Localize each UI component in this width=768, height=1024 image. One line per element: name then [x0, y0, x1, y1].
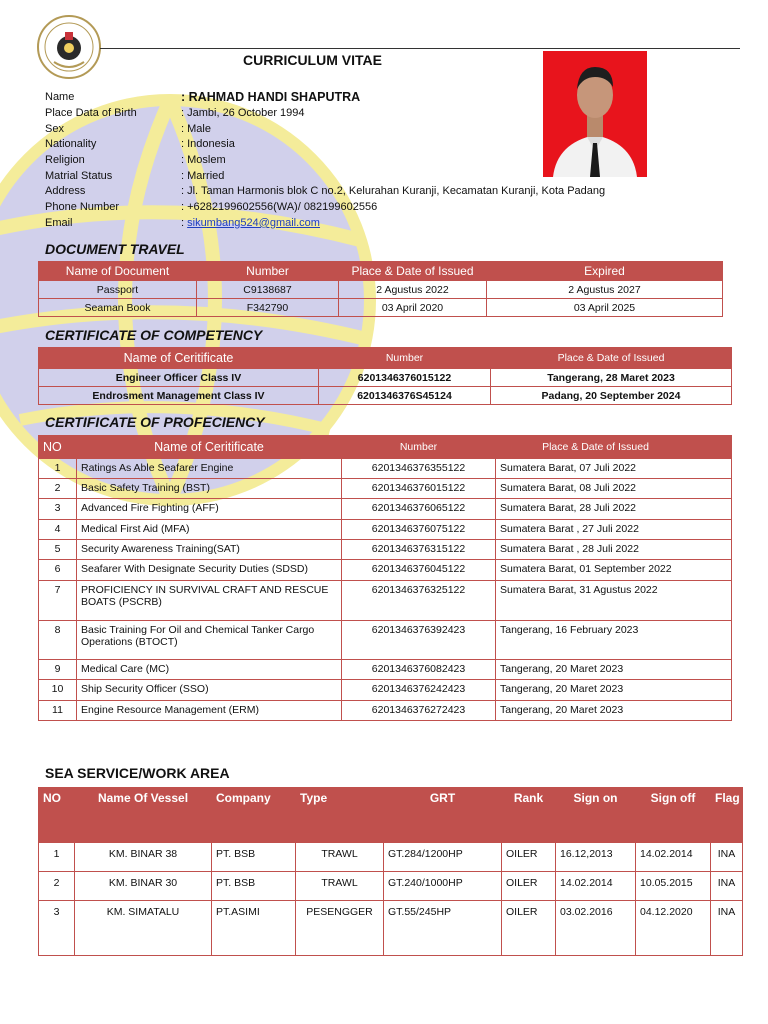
- info-row: [45, 216, 605, 232]
- info-row: [45, 200, 605, 216]
- table-cell: Basic Training For Oil and Chemical Tanker Cargo Operations (BTOCT): [77, 621, 342, 660]
- section-sea-service: SEA SERVICE/WORK AREA: [45, 765, 230, 781]
- table-cell: PT. BSB: [212, 843, 296, 872]
- table-cell: 6201346376S45124: [319, 387, 491, 405]
- table-cell: GT.55/245HP: [384, 901, 502, 956]
- table-cell: 8: [39, 621, 77, 660]
- table-row: [39, 520, 732, 540]
- table-cell: Engine Resource Management (ERM): [77, 701, 342, 721]
- table-cell: Engineer Officer Class IV: [39, 369, 319, 387]
- table-row: [39, 843, 743, 872]
- info-value: [181, 200, 377, 216]
- column-header: Sign off: [636, 788, 711, 843]
- info-label: Place Data of Birth: [45, 107, 137, 119]
- table-cell: INA: [711, 872, 743, 901]
- column-header: NO: [39, 788, 75, 843]
- table-cell: 2 Agustus 2027: [487, 281, 723, 299]
- column-header: GRT: [384, 788, 502, 843]
- table-cell: 10.05.2015: [636, 872, 711, 901]
- header-rule: [100, 48, 740, 49]
- table-cell: Security Awareness Training(SAT): [77, 540, 342, 560]
- info-label: Email: [45, 216, 73, 229]
- table-cell: Sumatera Barat , 27 Juli 2022: [496, 520, 732, 540]
- info-value: [181, 122, 211, 138]
- table-row: [39, 621, 732, 660]
- table-cell: OILER: [502, 843, 556, 872]
- table-cell: 6201346376315122: [342, 540, 496, 560]
- info-value: [181, 184, 605, 200]
- table-cell: 6201346376392423: [342, 621, 496, 660]
- table-row: [39, 387, 732, 405]
- table-cell: 11: [39, 701, 77, 721]
- table-cell: PT. BSB: [212, 872, 296, 901]
- table-cell: Sumatera Barat, 28 Juli 2022: [496, 499, 732, 520]
- column-header: Number: [197, 262, 339, 281]
- table-cell: 1: [39, 843, 75, 872]
- table-row: [39, 701, 732, 721]
- column-header: Type: [296, 788, 384, 843]
- column-header: Company: [212, 788, 296, 843]
- table-cell: Basic Safety Training (BST): [77, 479, 342, 499]
- table-cell: 6201346376355122: [342, 459, 496, 479]
- table-cell: Sumatera Barat, 31 Agustus 2022: [496, 581, 732, 621]
- table-cell: 3: [39, 901, 75, 956]
- personal-info: [45, 89, 605, 232]
- column-header: Expired: [487, 262, 723, 281]
- table-row: [39, 459, 732, 479]
- column-header: Rank: [502, 788, 556, 843]
- table-cell: OILER: [502, 901, 556, 956]
- info-label: Religion: [45, 154, 85, 167]
- table-cell: Sumatera Barat, 01 September 2022: [496, 560, 732, 581]
- table-cell: PT.ASIMI: [212, 901, 296, 956]
- table-cell: 2: [39, 872, 75, 901]
- info-row: [45, 106, 605, 122]
- table-cell: 6201346376242423: [342, 680, 496, 701]
- table-cell: Advanced Fire Fighting (AFF): [77, 499, 342, 520]
- table-cell: Medical Care (MC): [77, 660, 342, 680]
- table-cell: 03.02.2016: [556, 901, 636, 956]
- table-row: [39, 499, 732, 520]
- table-cell: GT.240/1000HP: [384, 872, 502, 901]
- info-value-text: : +6282199602556(WA)/ 082199602556: [181, 201, 378, 214]
- table-row: [39, 281, 723, 299]
- table-cell: Sumatera Barat, 07 Juli 2022: [496, 459, 732, 479]
- table-cell: 9: [39, 660, 77, 680]
- table-cell: F342790: [197, 299, 339, 317]
- table-cell: 04.12.2020: [636, 901, 711, 956]
- table-cell: KM. BINAR 38: [75, 843, 212, 872]
- table-cell: 6201346376082423: [342, 660, 496, 680]
- table-cell: 03 April 2025: [487, 299, 723, 317]
- table-cell: Seaman Book: [39, 299, 197, 317]
- info-value-text: : Indonesia: [181, 138, 235, 151]
- info-row: [45, 169, 605, 185]
- table-cell: C9138687: [197, 281, 339, 299]
- table-cell: Tangerang, 16 February 2023: [496, 621, 732, 660]
- table-cell: Padang, 20 September 2024: [491, 387, 732, 405]
- table-cell: 6201346376272423: [342, 701, 496, 721]
- table-row: [39, 560, 732, 581]
- column-header: Name Of Vessel: [75, 788, 212, 843]
- info-value: [181, 106, 305, 122]
- table-cell: 6201346376015122: [319, 369, 491, 387]
- table-cell: 6201346376075122: [342, 520, 496, 540]
- table-cell: 2 Agustus 2022: [339, 281, 487, 299]
- table-cell: Sumatera Barat, 08 Juli 2022: [496, 479, 732, 499]
- section-certificate-competency: CERTIFICATE OF COMPETENCY: [45, 327, 263, 343]
- table-cell: 6201346376325122: [342, 581, 496, 621]
- table-row: [39, 479, 732, 499]
- table-cell: 6201346376065122: [342, 499, 496, 520]
- table-cell: KM. SIMATALU: [75, 901, 212, 956]
- table-cell: 4: [39, 520, 77, 540]
- table-row: [39, 369, 732, 387]
- column-header: Place & Date of Issued: [491, 348, 732, 369]
- column-header: Number: [342, 436, 496, 459]
- table-row: [39, 581, 732, 621]
- table-cell: 14.02.2014: [556, 872, 636, 901]
- table-cell: Tangerang, 20 Maret 2023: [496, 660, 732, 680]
- sea-service-table: [38, 787, 743, 956]
- column-header: Number: [319, 348, 491, 369]
- table-row: [39, 872, 743, 901]
- info-label: Address: [45, 185, 86, 198]
- table-cell: 6201346376045122: [342, 560, 496, 581]
- info-value: [181, 169, 224, 185]
- info-value: [181, 89, 360, 106]
- table-cell: 6201346376015122: [342, 479, 496, 499]
- info-value-text: : Male: [181, 122, 211, 135]
- info-value-text: : Jl. Taman Harmonis blok C no.2, Kelurahan Kuranji, Kecamatan Kuranji, Kota Padang: [181, 185, 606, 198]
- info-row: [45, 89, 605, 106]
- table-cell: Tangerang, 28 Maret 2023: [491, 369, 732, 387]
- column-header: Sign on: [556, 788, 636, 843]
- info-value: [181, 153, 226, 169]
- table-cell: Sumatera Barat , 28 Juli 2022: [496, 540, 732, 560]
- info-value-text: :: [181, 216, 185, 229]
- table-cell: 1: [39, 459, 77, 479]
- info-value: [181, 137, 235, 153]
- table-cell: 3: [39, 499, 77, 520]
- table-row: [39, 540, 732, 560]
- column-header: Flag: [711, 788, 743, 843]
- table-cell: Tangerang, 20 Maret 2023: [496, 680, 732, 701]
- table-cell: Passport: [39, 281, 197, 299]
- table-cell: 5: [39, 540, 77, 560]
- table-cell: 16.12,2013: [556, 843, 636, 872]
- info-label: Nationality: [45, 138, 97, 151]
- institution-logo: [36, 12, 102, 82]
- info-label: Name: [45, 91, 75, 103]
- table-cell: PESENGGER: [296, 901, 384, 956]
- table-cell: 2: [39, 479, 77, 499]
- info-value-text: : RAHMAD HANDI SHAPUTRA: [181, 90, 361, 104]
- column-header: Name of Ceritificate: [39, 348, 319, 369]
- info-row: [45, 184, 605, 200]
- table-cell: Endrosment Management Class IV: [39, 387, 319, 405]
- info-row: [45, 153, 605, 169]
- table-cell: Seafarer With Designate Security Duties (SDSD): [77, 560, 342, 581]
- competency-table: [38, 347, 732, 405]
- section-certificate-proficiency: CERTIFICATE OF PROFECIENCY: [45, 414, 265, 430]
- table-row: [39, 299, 723, 317]
- table-row: [39, 680, 732, 701]
- table-row: [39, 660, 732, 680]
- table-cell: OILER: [502, 872, 556, 901]
- table-cell: GT.284/1200HP: [384, 843, 502, 872]
- table-cell: INA: [711, 843, 743, 872]
- table-cell: Medical First Aid (MFA): [77, 520, 342, 540]
- email-link[interactable]: sikumbang524@gmail.com: [187, 216, 320, 229]
- info-value-text: : Jambi, 26 October 1994: [181, 107, 305, 119]
- table-cell: 7: [39, 581, 77, 621]
- info-row: [45, 137, 605, 153]
- column-header: Place & Date of Issued: [339, 262, 487, 281]
- column-header: Name of Ceritificate: [77, 436, 342, 459]
- info-value: [181, 216, 320, 232]
- info-label: Sex: [45, 122, 64, 135]
- table-cell: 10: [39, 680, 77, 701]
- document-travel-table: [38, 261, 723, 317]
- column-header: Name of Document: [39, 262, 197, 281]
- info-label: Matrial Status: [45, 169, 113, 182]
- table-cell: Ship Security Officer (SSO): [77, 680, 342, 701]
- column-header: NO: [39, 436, 77, 459]
- info-row: [45, 122, 605, 138]
- page-title: CURRICULUM VITAE: [243, 52, 382, 68]
- info-value-text: : Married: [181, 169, 225, 182]
- table-cell: PROFICIENCY IN SURVIVAL CRAFT AND RESCUE BOATS (PSCRB): [77, 581, 342, 621]
- table-cell: Tangerang, 20 Maret 2023: [496, 701, 732, 721]
- table-cell: INA: [711, 901, 743, 956]
- table-cell: KM. BINAR 30: [75, 872, 212, 901]
- table-cell: 6: [39, 560, 77, 581]
- column-header: Place & Date of Issued: [496, 436, 732, 459]
- table-cell: 03 April 2020: [339, 299, 487, 317]
- table-cell: 14.02.2014: [636, 843, 711, 872]
- info-value-text: : Moslem: [181, 154, 226, 167]
- proficiency-table: [38, 435, 732, 721]
- section-document-travel: DOCUMENT TRAVEL: [45, 241, 185, 257]
- table-cell: TRAWL: [296, 872, 384, 901]
- info-label: Phone Number: [45, 201, 119, 214]
- table-cell: Ratings As Able Seafarer Engine: [77, 459, 342, 479]
- table-cell: TRAWL: [296, 843, 384, 872]
- table-row: [39, 901, 743, 956]
